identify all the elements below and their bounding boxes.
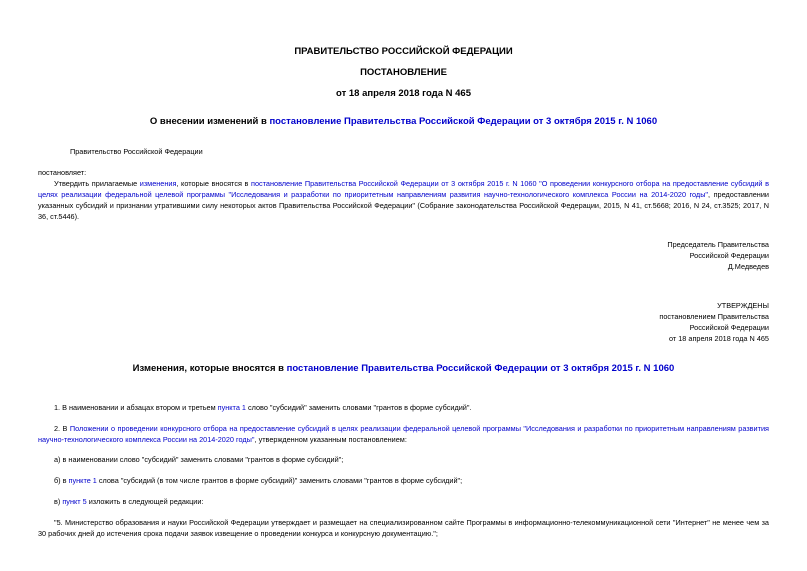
item-2: 2. В Положении о проведении конкурсного отбора на предоставление субсидий в целях реализации федеральной целевой программы "Исследования и разработки по приоритетным направлениям развития научно-технологического комплекса России на 2014-2020 годы", утвержденном указанным постановлением:: [38, 424, 769, 444]
section-title: [0, 363, 807, 374]
title-decree-link[interactable]: постановление Правительства Российской Федерации от 3 октября 2015 г. N 1060: [269, 116, 658, 127]
decree-1060-link[interactable]: постановление Правительства Российской Федерации от 3 октября 2015 г. N 1060 "О проведении конкурсного отбора на предоставление субсидий в целях реализации федеральной целевой программы "Исследования и разработки по приоритетным направлениям развития научно-технологического комплекса России на 2014-2020 годы": [38, 179, 769, 199]
intro-paragraph: Утвердить прилагаемые изменения, которые вносятся в постановление Правительства Российской Федерации от 3 октября 2015 г. N 1060 "О проведении конкурсного отбора на предоставление субсидий в целях реализации федеральной целевой программы "Исследования и разработки по приоритетным направлениям развития научно-технологического комплекса России на 2014-2020 годы", предоставлении указанных субсидий и признании утратившими силу некоторых актов Правительства Российской Федерации" (Собрание законодательства Российской Федерации, 2015, N 41, ст.5668; 2016, N 24, ст.3525; 2017, N 36, ст.5446).: [38, 179, 769, 221]
item-2v-point-link[interactable]: пункт 5: [62, 497, 87, 506]
item-2b-point-link[interactable]: пункте 1: [68, 476, 97, 485]
item-2v: в) пункт 5 изложить в следующей редакции:: [54, 497, 204, 506]
signature-position: Председатель Правительства: [667, 240, 769, 249]
section-decree-link[interactable]: постановление Правительства Российской Федерации от 3 октября 2015 г. N 1060: [286, 363, 675, 374]
document-title: [0, 116, 807, 127]
resolves-line: постановляет:: [38, 168, 87, 177]
item-2a: а) в наименовании слово "субсидий" заменить словами "грантов в форме субсидий";: [54, 455, 344, 464]
issuer-line: Правительство Российской Федерации: [70, 147, 203, 156]
approved-label: УТВЕРЖДЕНЫ: [717, 301, 769, 310]
approved-line-3: Российской Федерации: [689, 323, 769, 332]
signature-block: [667, 239, 769, 272]
signature-country: Российской Федерации: [689, 251, 769, 260]
approved-block: [659, 300, 769, 344]
item-1-point-link[interactable]: пункта 1: [217, 403, 246, 412]
section-prefix: Изменения, которые вносятся в: [132, 363, 287, 374]
item-2b: б) в пункте 1 слова "субсидий (в том числе грантов в форме субсидий)" заменить словами "грантов в форме субсидий";: [54, 476, 463, 485]
government-heading: ПРАВИТЕЛЬСТВО РОССИЙСКОЙ ФЕДЕРАЦИИ: [294, 46, 513, 57]
document-date: от 18 апреля 2018 года N 465: [336, 88, 471, 99]
signature-name: Д.Медведев: [727, 262, 769, 271]
changes-link[interactable]: изменения: [139, 179, 177, 188]
regulation-link[interactable]: Положении о проведении конкурсного отбора на предоставление субсидий в целях реализации федеральной целевой программы "Исследования и разработки по приоритетным направлениям развития научно-технологического комплекса России на 2014-2020 годы": [38, 424, 769, 444]
document-type: ПОСТАНОВЛЕНИЕ: [360, 67, 447, 78]
approved-line-2: постановлением Правительства: [659, 312, 769, 321]
item-1: 1. В наименовании и абзацах втором и третьем пункта 1 слово "субсидий" заменить словами "грантов в форме субсидий".: [54, 403, 472, 412]
quote-paragraph: "5. Министерство образования и науки Российской Федерации утверждает и размещает на специализированном сайте Программы в информационно-телекоммуникационной сети "Интернет" не менее чем за 30 рабочих дней до истечения срока подачи заявок извещение о проведении конкурса и конкурсную документацию.";: [38, 518, 769, 538]
title-prefix: О внесении изменений в: [149, 116, 270, 127]
approved-date: от 18 апреля 2018 года N 465: [668, 334, 769, 343]
